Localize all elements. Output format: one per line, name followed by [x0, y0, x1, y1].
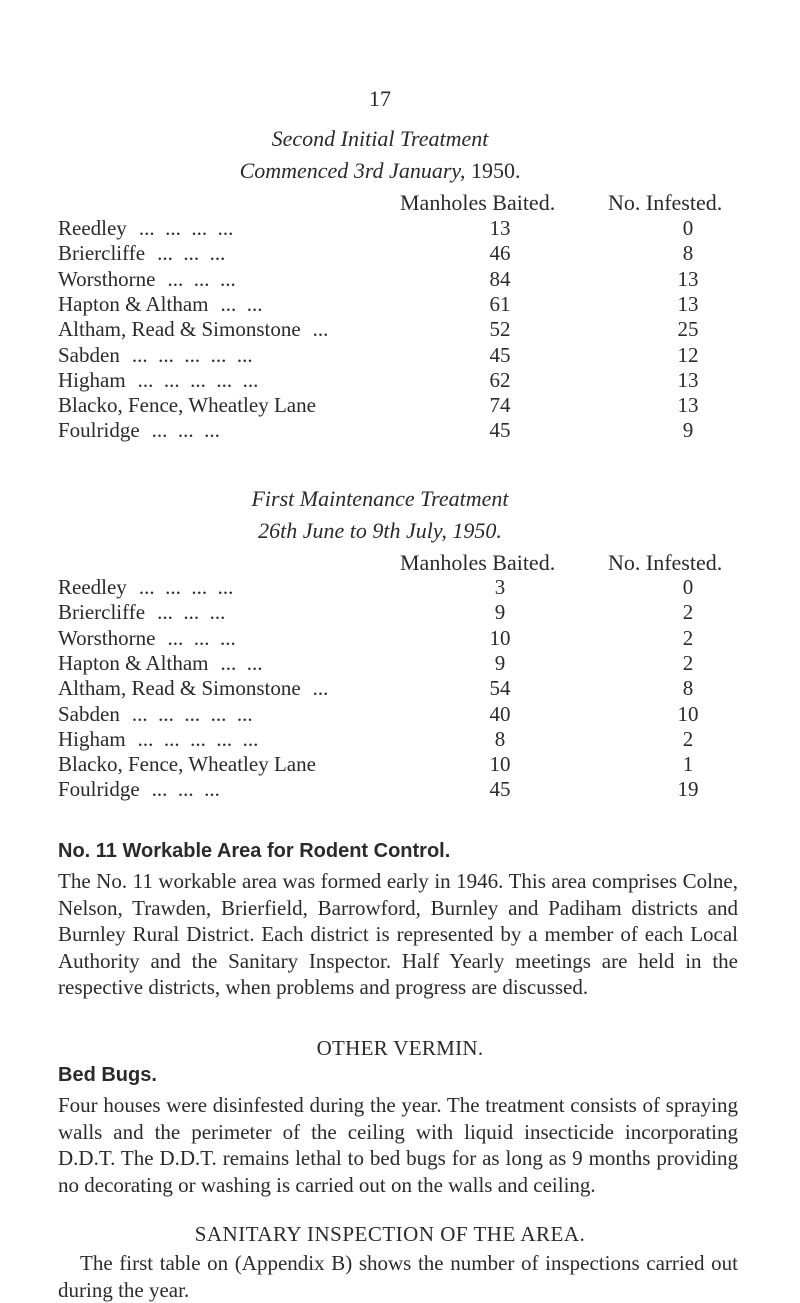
page-number: 17	[369, 86, 391, 111]
no-infested-value: 8	[682, 241, 694, 266]
manholes-baited-value: 9	[494, 600, 506, 625]
table2-subtitle: 26th June to 9th July, 1950.	[258, 518, 502, 543]
manholes-baited-value: 46	[489, 241, 511, 266]
manholes-baited-value: 62	[489, 367, 511, 392]
bed-bugs-paragraph: Four houses were disinfested during the year. The treatment consists of spraying walls and the perimeter of the ceiling with liquid insecticide incorporating D.D.T. The D.D.T. remains lethal to bed bugs for as long as 9 months providing no decorating or washing is carried out on the walls and ceiling.	[58, 1093, 738, 1197]
table-row	[58, 216, 698, 242]
manholes-baited-value: 54	[489, 676, 511, 701]
no-infested-value: 25	[677, 317, 699, 342]
table1-subtitle-pre: Commenced	[239, 158, 354, 183]
manholes-baited-value: 74	[489, 393, 511, 418]
leader-dots: ... ... ... ...	[138, 216, 234, 240]
leader-dots: ... ...	[220, 650, 263, 675]
table-row	[58, 418, 698, 444]
district-name: Reedley	[58, 216, 127, 240]
district-name: Foulridge	[58, 777, 140, 802]
district-name: Altham, Read & Simonstone	[58, 317, 301, 342]
district-name: Blacko, Fence, Wheatley Lane	[58, 393, 316, 418]
manholes-baited-value: 45	[489, 777, 511, 802]
district-name: Hapton & Altham	[58, 291, 209, 316]
manholes-baited-value: 45	[489, 418, 511, 443]
no-infested-value: 10	[677, 701, 699, 726]
workable-area-paragraph: The No. 11 workable area was formed early in 1946. This area comprises Colne, Nelson, Trawden, Brierfield, Barrowford, Burnley and Padiham districts and Burnley Rural District. Each district is represented by a member of each Local Authority and the Sanitary Inspector. Half Yearly meetings are held in the respective districts, when problems and progress are discussed.	[58, 869, 738, 999]
table1-col-infested: No. Infested.	[608, 190, 723, 215]
manholes-baited-value: 10	[489, 752, 511, 777]
table1-subtitle	[0, 158, 760, 184]
manholes-baited-value: 3	[494, 575, 506, 599]
district-name: Blacko, Fence, Wheatley Lane	[58, 752, 316, 777]
other-vermin-heading: OTHER VERMIN.	[316, 1036, 484, 1060]
no-infested-value: 13	[677, 393, 699, 418]
table-row	[58, 727, 698, 753]
no-infested-value: 12	[677, 342, 699, 367]
leader-dots: ... ... ...	[167, 266, 236, 291]
table-row	[58, 292, 698, 318]
table-row	[58, 752, 698, 778]
sanitary-paragraph: The first table on (Appendix B) shows the number of inspections carried out during the year.	[58, 1251, 738, 1302]
leader-dots: ... ... ... ... ...	[137, 367, 259, 392]
no-infested-value: 0	[682, 216, 694, 240]
district-name: Reedley	[58, 575, 127, 599]
table-row	[58, 267, 698, 293]
table-row	[58, 575, 698, 601]
district-name: Briercliffe	[58, 241, 146, 266]
leader-dots: ... ... ...	[157, 241, 226, 266]
table2-col-infested: No. Infested.	[608, 550, 723, 575]
table1-col-baited: Manholes Baited.	[400, 190, 556, 215]
leader-dots: ... ... ... ... ...	[131, 342, 253, 367]
leader-dots: ... ... ...	[151, 418, 220, 443]
manholes-baited-value: 8	[494, 726, 506, 751]
no-infested-value: 2	[682, 726, 694, 751]
no-infested-value: 13	[677, 367, 699, 392]
district-name: Higham	[58, 367, 126, 392]
leader-dots: ... ... ... ...	[138, 575, 234, 599]
manholes-baited-value: 9	[494, 650, 506, 675]
table-row	[58, 393, 698, 419]
manholes-baited-value: 10	[489, 625, 511, 650]
manholes-baited-value: 52	[489, 317, 511, 342]
no-infested-value: 13	[677, 266, 699, 291]
leader-dots: ...	[312, 317, 329, 342]
leader-dots: ... ...	[220, 291, 263, 316]
district-name: Worsthorne	[58, 266, 156, 291]
bed-bugs-heading: Bed Bugs.	[58, 1064, 157, 1086]
district-name: Worsthorne	[58, 625, 156, 650]
table-row	[58, 343, 698, 369]
no-infested-value: 2	[682, 650, 694, 675]
no-infested-value: 2	[682, 625, 694, 650]
sanitary-heading: SANITARY INSPECTION OF THE AREA.	[194, 1222, 586, 1246]
district-name: Sabden	[58, 342, 120, 367]
table-row	[58, 777, 698, 803]
district-name: Foulridge	[58, 418, 140, 443]
no-infested-value: 8	[682, 676, 694, 701]
table-row	[58, 241, 698, 267]
no-infested-value: 1	[682, 752, 694, 777]
table2-title: First Maintenance Treatment	[251, 486, 509, 511]
leader-dots: ... ... ...	[157, 600, 226, 625]
table-row	[58, 651, 698, 677]
manholes-baited-value: 61	[489, 291, 511, 316]
manholes-baited-value: 13	[489, 216, 511, 240]
table2-col-baited: Manholes Baited.	[400, 550, 556, 575]
table1-title: Second Initial Treatment	[271, 126, 489, 151]
district-name: Hapton & Altham	[58, 650, 209, 675]
no-infested-value: 13	[677, 291, 699, 316]
workable-area-heading: No. 11 Workable Area for Rodent Control.	[58, 840, 451, 862]
no-infested-value: 19	[677, 777, 699, 802]
table-row	[58, 676, 698, 702]
table1-subtitle-date: 3rd January,	[353, 158, 466, 183]
leader-dots: ... ... ... ... ...	[137, 726, 259, 751]
leader-dots: ... ... ... ... ...	[131, 701, 253, 726]
district-name: Higham	[58, 726, 126, 751]
no-infested-value: 2	[682, 600, 694, 625]
district-name: Briercliffe	[58, 600, 146, 625]
table-row	[58, 702, 698, 728]
table-row	[58, 626, 698, 652]
table1-subtitle-year: 1950.	[465, 158, 521, 183]
district-name: Altham, Read & Simonstone	[58, 676, 301, 701]
table-row	[58, 317, 698, 343]
district-name: Sabden	[58, 701, 120, 726]
no-infested-value: 9	[682, 418, 694, 443]
table-row	[58, 600, 698, 626]
table-row	[58, 368, 698, 394]
no-infested-value: 0	[682, 575, 694, 599]
manholes-baited-value: 40	[489, 701, 511, 726]
manholes-baited-value: 45	[489, 342, 511, 367]
manholes-baited-value: 84	[489, 266, 511, 291]
leader-dots: ... ... ...	[167, 625, 236, 650]
leader-dots: ... ... ...	[151, 777, 220, 802]
leader-dots: ...	[312, 676, 329, 701]
